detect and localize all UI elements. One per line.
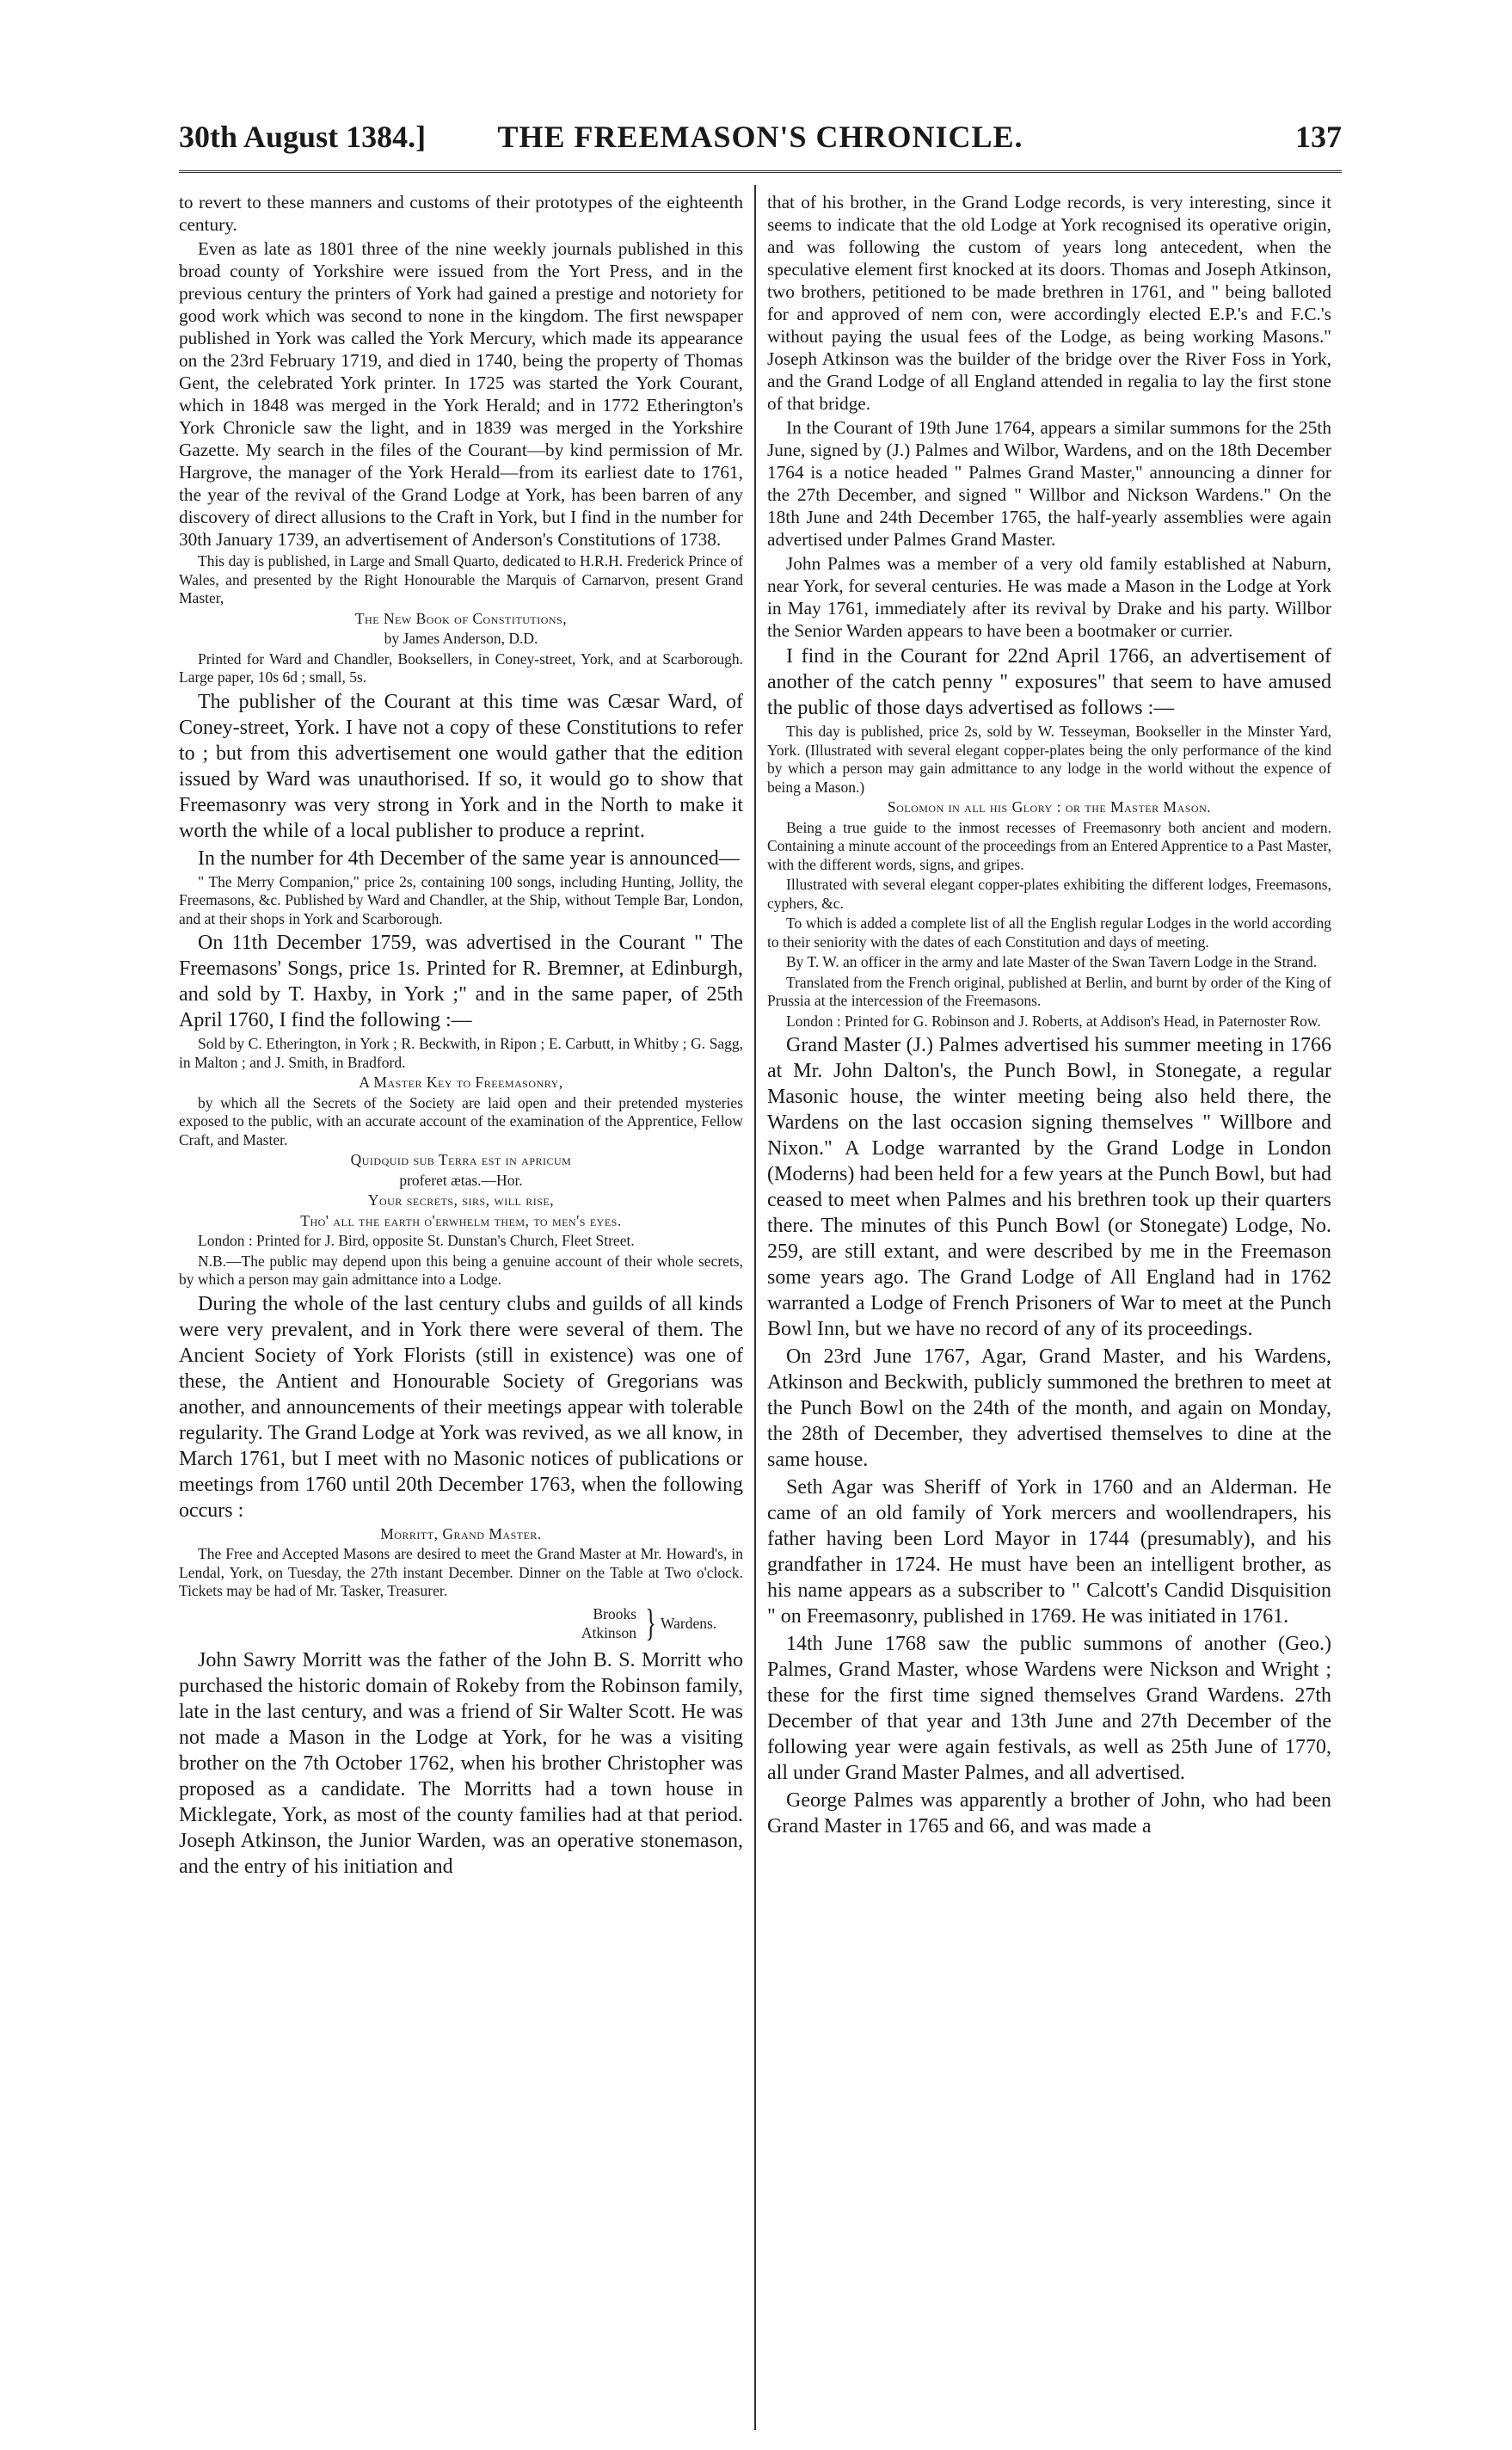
paragraph: I find in the Courant for 22nd April 1766, an advertisement of another of the catch penny " exposures" that seem to have amused the public of those days advertised as follows :— — [767, 645, 1331, 719]
left-column — [179, 191, 743, 2419]
paragraph: John Sawry Morritt was the father of the John B. S. Morritt who purchased the historic domain of Rokeby from the Robinson family, late in the last century, and was a friend of Sir Walter Scott. He was not made a Mason in the Lodge at York, for he was a visiting brother on the 7th October 1762, when his brother Christopher was proposed as a candidate. The Morritts had a town house in Micklegate, York, as most of the county families had at that period. Joseph Atkinson, the Junior Warden, was an operative stonemason, and the entry of his initiation and — [179, 1648, 743, 1878]
publication-title: THE FREEMASON'S CHRONICLE. — [497, 120, 1023, 154]
paragraph: to revert to these manners and customs of their prototypes of the eighteenth century. — [179, 192, 743, 235]
advertisement-note: N.B.—The public may depend upon this being a genuine account of their whole secrets, by which a person may gain admittance into a Lodge. — [179, 1252, 743, 1288]
paragraph: 14th June 1768 saw the public summons of another (Geo.) Palmes, Grand Master, whose Wardens were Nickson and Wright ; these for the first time signed themselves Grand Wardens. 27th December of that year and 13th June and 27th December of the following year were again festivals, as well as 25th June of 1770, all under Grand Master Palmes, and all advertised. — [767, 1633, 1331, 1784]
paragraph: During the whole of the last century clubs and guilds of all kinds were very prevalent, and in York there were several of them. The Ancient Society of York Florists (still in existence) was one of these, the Antient and Honourable Society of Gregorians was another, and announcements of their meetings appear with tolerable regularity. The Grand Lodge at York was revived, as we all know, in March 1761, but I meet with no Masonic notices of publications or meetings from 1760 until 20th December 1763, when the following occurs : — [179, 1292, 743, 1522]
paragraph: John Palmes was a member of a very old family established at Naburn, near York, for several centuries. He was made a Mason in the Lodge at York in May 1761, immediately after its revival by Drake and his party. Willbor the Senior Warden appears to have been a bootmaker or currier. — [767, 553, 1331, 641]
verse-line: Tho' all the earth o'erwhelm them, to men's eyes. — [300, 1211, 622, 1229]
advertisement-text: This day is published, in Large and Small Quarto, dedicated to H.R.H. Frederick Prince of Wales, and presented by the Right Honourable the Marquis of Carnarvon, present Grand Master, — [179, 552, 743, 606]
advertisement-text: by which all the Secrets of the Society are laid open and their pretended mysteries exposed to the public, with an accurate account of the examination of the Apprentice, Fellow Craft, and Master. — [179, 1093, 743, 1148]
advertisement-text: " The Merry Companion," price 2s, containing 100 songs, including Hunting, Jollity, the Freemasons, &c. Published by Ward and Chandler, at the Ship, without Temple Bar, London, and at their shops in York and Scarborough. — [179, 872, 743, 927]
paragraph: that of his brother, in the Grand Lodge records, is very interesting, since it seems to indicate that the old Lodge at York recognised its operative origin, and was following the custom of years long antecedent, when the speculative element first knocked at its doors. Thomas and Joseph Atkinson, two brothers, petitioned to be made brethren in 1761, and " being balloted for and approved of nem con, were accordingly elected E.P.'s and F.C.'s without paying the usual fees of the Lodge, as being working Masons." Joseph Atkinson was the builder of the bridge over the River Foss in York, and the Grand Lodge of all England attended in regalia to lay the first stone of that bridge. — [767, 192, 1331, 414]
right-column — [767, 191, 1331, 2419]
notice-text: The Free and Accepted Masons are desired to meet the Grand Master at Mr. Howard's, in Lendal, York, on Tuesday, the 27th instant December. Dinner on the Table at Two o'clock. Tickets may be had of Mr. Tasker, Treasurer. — [179, 1545, 743, 1599]
advertisement-title: The New Book of Constitutions, — [354, 609, 568, 627]
advertisement-printer: London : Printed for J. Bird, opposite St. Dunstan's Church, Fleet Street. — [198, 1232, 635, 1249]
warden-name: Brooks — [593, 1604, 636, 1622]
paragraph: Seth Agar was Sheriff of York in 1760 and an Alderman. He came of an old family of York mercers and woollendrapers, his father having been Lord Mayor in 1744 (presumably), and his grandfather in 1724. He must have been an intelligent brother, as his name appears as a subscriber to " Calcott's Candid Disquisition " on Freemasonry, published in 1769. He was initiated in 1761. — [767, 1476, 1331, 1628]
advertisement-text: Sold by C. Etherington, in York ; R. Beckwith, in Ripon ; E. Carbutt, in Whitby ; G. Sagg, in Malton ; and J. Smith, in Bradford. — [179, 1035, 743, 1071]
paragraph: Even as late as 1801 three of the nine weekly journals published in this broad county of Yorkshire were issued from the Yort Press, and in the previous century the printers of York had gained a prestige and notoriety for good work which was second to none in the kingdom. The first newspaper published in York was called the York Mercury, which made its appearance on the 23rd February 1719, and died in 1740, being the property of Thomas Gent, the celebrated York printer. In 1725 was started the York Courant, which in 1848 was merged in the York Herald; and in 1772 Etherington's York Chronicle saw the light, and in 1839 was merged in the Yorkshire Gazette. My search in the files of the Courant—by kind permission of Mr. Hargrove, the manager of the York Herald—from its earliest date to 1761, the year of the revival of the Grand Lodge at York, has been barren of any discovery of direct allusions to the Craft in York, but I find in the number for 30th January 1739, an advertisement of Anderson's Constitutions of 1738. — [179, 238, 743, 550]
advertisement-text: By T. W. an officer in the army and late Master of the Swan Tavern Lodge in the Strand. — [786, 953, 1318, 970]
warden-role: Wardens. — [661, 1614, 717, 1632]
header-rule — [179, 170, 1342, 175]
column-divider — [754, 185, 756, 2430]
paragraph: Grand Master (J.) Palmes advertised his summer meeting in 1766 at Mr. John Dalton's, the Punch Bowl, in Stonegate, a regular Masonic house, the winter meeting being also held there, the Wardens on the last occasion signing themselves " Willbore and Nixon." A Lodge warranted by the Grand Lodge in London (Moderns) had been held for a few years at the Punch Bowl, but had ceased to meet when Palmes and his brethren took up their quarters there. The minutes of this Punch Bowl (or Stonegate) Lodge, No. 259, are still extant, and were described by me in the Freemason some years ago. The Grand Lodge of All England had in 1762 warranted a Lodge of French Prisoners of War to meet at the Punch Bowl Inn, but we have no record of any of its proceedings. — [767, 1034, 1331, 1340]
paragraph: George Palmes was apparently a brother of John, who had been Grand Master in 1765 and 66, and was made a — [767, 1789, 1331, 1838]
page-header — [179, 119, 1342, 169]
advertisement-text: Translated from the French original, published at Berlin, and burnt by order of the King of Prussia at the intercession of the Freemasons. — [767, 973, 1331, 1009]
paragraph: The publisher of the Courant at this time was Cæsar Ward, of Coney-street, York. I have not a copy of these Constitutions to refer to ; but from this advertisement one would gather that the edition issued by Ward was unauthorised. If so, it would go to show that Freemasonry was very strong in York and in the North to make it worth the while of a local publisher to produce a reprint. — [179, 690, 743, 842]
paragraph: In the number for 4th December of the same year is announced— — [198, 846, 740, 870]
advertisement-printer: London : Printed for G. Robinson and J. Roberts, at Addison's Head, in Paternoster Row. — [786, 1012, 1321, 1030]
warden-names — [557, 1604, 636, 1642]
advertisement-text: To which is added a complete list of all the English regular Lodges in the world according to their seniority with the dates of each Constitution and days of meeting. — [767, 914, 1331, 951]
advertisement-text: Being a true guide to the inmost recesses of Freemasonry both ancient and modern. Containing a minute account of the proceedings from an Entered Apprentice to a Past Master, with the different words, signs, and gripes. — [767, 818, 1331, 873]
paragraph: On 23rd June 1767, Agar, Grand Master, and his Wardens, Atkinson and Beckwith, publicly summoned the brethren to meet at the Punch Bowl on the 24th of the month, and again on Monday, the 28th of December, they advertised themselves to dine at the same house. — [767, 1345, 1331, 1471]
advertisement-title: A Master Key to Freemasonry, — [359, 1074, 563, 1091]
brace-glyph: } — [645, 1601, 656, 1644]
latin-motto: proferet ætas.—Hor. — [399, 1171, 523, 1189]
paragraph: On 11th December 1759, was advertised in the Courant " The Freemasons' Songs, price 1s. Printed for R. Bremner, at Edinburgh, and sold by T. Haxby, in York ;" and in the same paper, of 25th April 1760, I find the following :— — [179, 932, 743, 1031]
advertisement-printer: Printed for Ward and Chandler, Booksellers, in Coney-street, York, and at Scarborough. Large paper, 10s 6d ; small, 5s. — [179, 649, 743, 686]
paragraph: In the Courant of 19th June 1764, appears a similar summons for the 25th June, signed by (J.) Palmes and Wilbor, Wardens, and on the 18th December 1764 is a notice headed " Palmes Grand Master," announcing a dinner for the 27th December, and signed " Willbor and Nickson Wardens." On the 18th June and 24th December 1765, the half-yearly assemblies were again advertised under Palmes Grand Master. — [767, 417, 1331, 550]
advertisement-text: Illustrated with several elegant copper-plates exhibiting the different lodges, Freemasons, cyphers, &c. — [767, 876, 1331, 912]
page-number: 137 — [1295, 120, 1342, 154]
wardens-signature — [179, 1603, 743, 1647]
advertisement-author: by James Anderson, D.D. — [384, 630, 538, 647]
advertisement-text: This day is published, price 2s, sold by W. Tesseyman, Bookseller in the Minster Yard, York. (Illustrated with several elegant copper-plates being the only performance of the kind by which a person may gain admittance to any lodge in the world without the expence of being a Mason.) — [767, 723, 1331, 796]
issue-date: 30th August 1384.] — [179, 120, 427, 154]
advertisement-title: Solomon in all his Glory : or the Master Mason. — [887, 798, 1212, 816]
warden-name: Atkinson — [581, 1623, 636, 1641]
notice-heading: Morritt, Grand Master. — [380, 1524, 542, 1542]
latin-motto: Quidquid sub Terra est in apricum — [350, 1151, 572, 1168]
verse-line: Your secrets, sirs, will rise, — [367, 1191, 555, 1209]
